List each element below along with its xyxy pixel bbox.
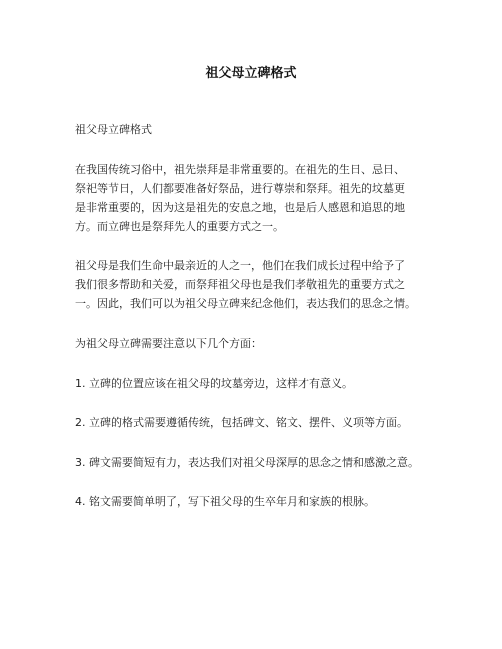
paragraph-1-line-3: 是非常重要的，因为这是祖先的安息之地，也是后人感恩和追思的地: [75, 201, 405, 214]
paragraph-2-line-3: 一。因此，我们可以为祖父母立碑来纪念他们，表达我们的思念之情。: [75, 297, 416, 310]
list-item-1: 1. 立碑的位置应该在祖父母的坟墓旁边，这样才有意义。: [75, 377, 353, 390]
list-item-4: 4. 铭文需要简单明了，写下祖父母的生卒年月和家族的根脉。: [75, 495, 375, 508]
paragraph-1-line-1: 在我国传统习俗中，祖先崇拜是非常重要的。在祖先的生日、忌日、: [75, 163, 405, 176]
list-item-3: 3. 碑文需要简短有力，表达我们对祖父母深厚的思念之情和感激之意。: [75, 456, 419, 469]
paragraph-2-line-1: 祖父母是我们生命中最亲近的人之一，他们在我们成长过程中给予了: [75, 259, 405, 272]
paragraph-1-line-4: 方。而立碑也是祭拜先人的重要方式之一。: [75, 220, 284, 233]
list-item-2: 2. 立碑的格式需要遵循传统，包括碑文、铭文、摆件、义项等方面。: [75, 416, 408, 429]
intro-text: 为祖父母立碑需要注意以下几个方面：: [75, 337, 262, 350]
page-title: 祖父母立碑格式: [205, 66, 297, 81]
subtitle: 祖父母立碑格式: [75, 123, 152, 136]
paragraph-1-line-2: 祭祀等节日，人们都要准备好祭品，进行尊崇和祭拜。祖先的坟墓更: [75, 182, 405, 195]
paragraph-2-line-2: 我们很多帮助和关爱，而祭拜祖父母也是我们孝敬祖先的重要方式之: [75, 278, 405, 291]
